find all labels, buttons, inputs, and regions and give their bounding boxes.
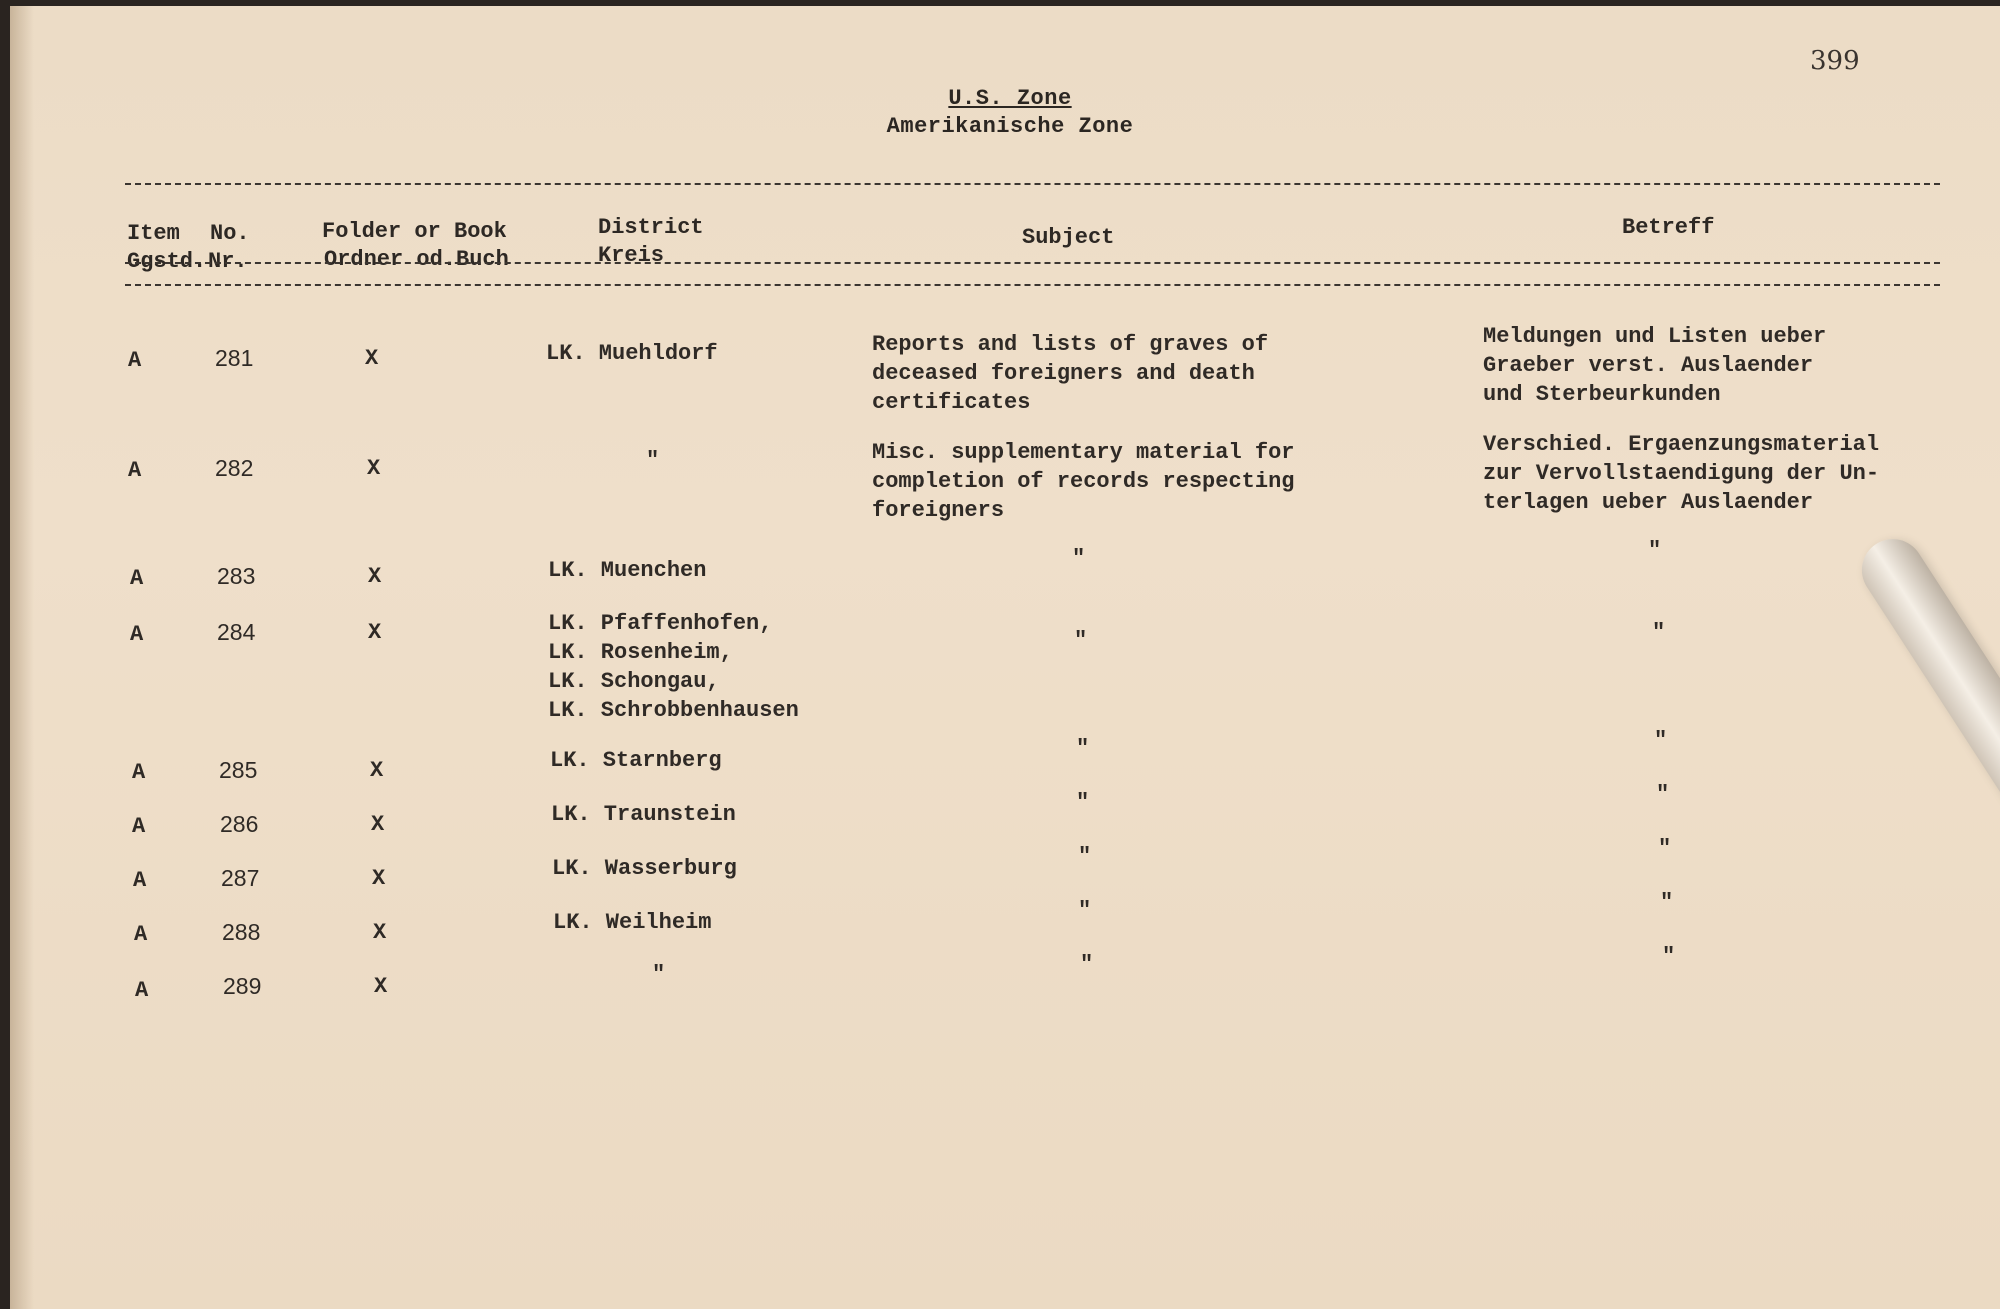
row-281-subject: Reports and lists of graves of deceased foreigners and death certificates (872, 332, 1269, 415)
header-rule-top (125, 183, 1940, 185)
row-284-folder: X (368, 620, 382, 645)
row-281-folder: X (365, 346, 379, 371)
page-subtitle: Amerikanische Zone (886, 114, 1134, 139)
row-282-no: 282 (215, 455, 254, 481)
row-283-item: A (130, 566, 144, 591)
row-287-betreff: " (1658, 836, 1672, 861)
row-281-district: LK. Muehldorf (546, 341, 718, 366)
header-folder-de: Ordner od.Buch (324, 247, 509, 272)
header-rule-bottom (125, 284, 1940, 286)
row-285-betreff: " (1654, 728, 1668, 753)
row-289-district: " (652, 962, 666, 987)
row-284-subject: " (1074, 628, 1088, 653)
row-287-no: 287 (221, 865, 260, 891)
row-289-folder: X (374, 974, 388, 999)
header-folder: Folder or Book (322, 219, 507, 244)
row-282-folder: X (367, 456, 381, 481)
row-288-district: LK. Weilheim (553, 910, 712, 935)
row-288-betreff: " (1660, 890, 1674, 915)
row-286-betreff: " (1656, 782, 1670, 807)
header-district: District (598, 215, 704, 240)
row-284-item: A (130, 622, 144, 647)
row-288-folder: X (373, 920, 387, 945)
row-288-subject: " (1078, 898, 1092, 923)
header-item-de: Ggstd. (127, 249, 207, 274)
header-item: Item (127, 221, 180, 246)
row-289-subject: " (1080, 952, 1094, 977)
header-no: No. (210, 221, 250, 246)
row-286-district: LK. Traunstein (551, 802, 736, 827)
row-289-betreff: " (1662, 944, 1676, 969)
row-283-district: LK. Muenchen (548, 558, 707, 583)
header-no-de: Nr. (208, 249, 248, 274)
row-285-item: A (132, 760, 146, 785)
row-281-betreff: Meldungen und Listen ueber Graeber verst. Auslaender und Sterbeurkunden (1483, 324, 1827, 407)
row-282-betreff: Verschied. Ergaenzungsmaterial zur Vervollstaendigung der Un- terlagen ueber Auslaender (1483, 432, 1880, 515)
row-286-folder: X (371, 812, 385, 837)
row-289-no: 289 (223, 973, 262, 999)
row-282-subject: Misc. supplementary material for completion of records respecting foreigners (872, 440, 1295, 523)
document-page (10, 6, 2000, 1309)
row-287-item: A (133, 868, 147, 893)
row-285-no: 285 (219, 757, 258, 783)
row-286-subject: " (1076, 790, 1090, 815)
row-284-district: LK. Pfaffenhofen, LK. Rosenheim, LK. Schongau, LK. Schrobbenhausen (548, 611, 799, 723)
row-286-no: 286 (220, 811, 259, 837)
header-district-de: Kreis (598, 243, 665, 268)
row-281-item: A (128, 348, 142, 373)
row-282-district: " (646, 448, 660, 473)
row-283-no: 283 (217, 563, 256, 589)
row-289-item: A (135, 978, 149, 1003)
page-title: U.S. Zone (948, 86, 1072, 111)
row-283-betreff: " (1648, 538, 1662, 563)
header-subject: Subject (1022, 225, 1115, 250)
row-287-folder: X (372, 866, 386, 891)
tweezer-tool (1850, 527, 2000, 879)
header-rule-mid (125, 262, 1940, 264)
row-287-district: LK. Wasserburg (552, 856, 737, 881)
page-number: 399 (1810, 46, 1860, 76)
row-283-subject: " (1072, 546, 1086, 571)
row-288-no: 288 (222, 919, 261, 945)
row-282-item: A (128, 458, 142, 483)
row-285-district: LK. Starnberg (550, 748, 722, 773)
row-285-folder: X (370, 758, 384, 783)
row-286-item: A (132, 814, 146, 839)
row-287-subject: " (1078, 844, 1092, 869)
row-288-item: A (134, 922, 148, 947)
row-284-betreff: " (1652, 620, 1666, 645)
row-284-no: 284 (217, 619, 256, 645)
row-283-folder: X (368, 564, 382, 589)
row-281-no: 281 (215, 345, 254, 371)
row-285-subject: " (1076, 736, 1090, 761)
header-betreff: Betreff (1622, 215, 1715, 240)
